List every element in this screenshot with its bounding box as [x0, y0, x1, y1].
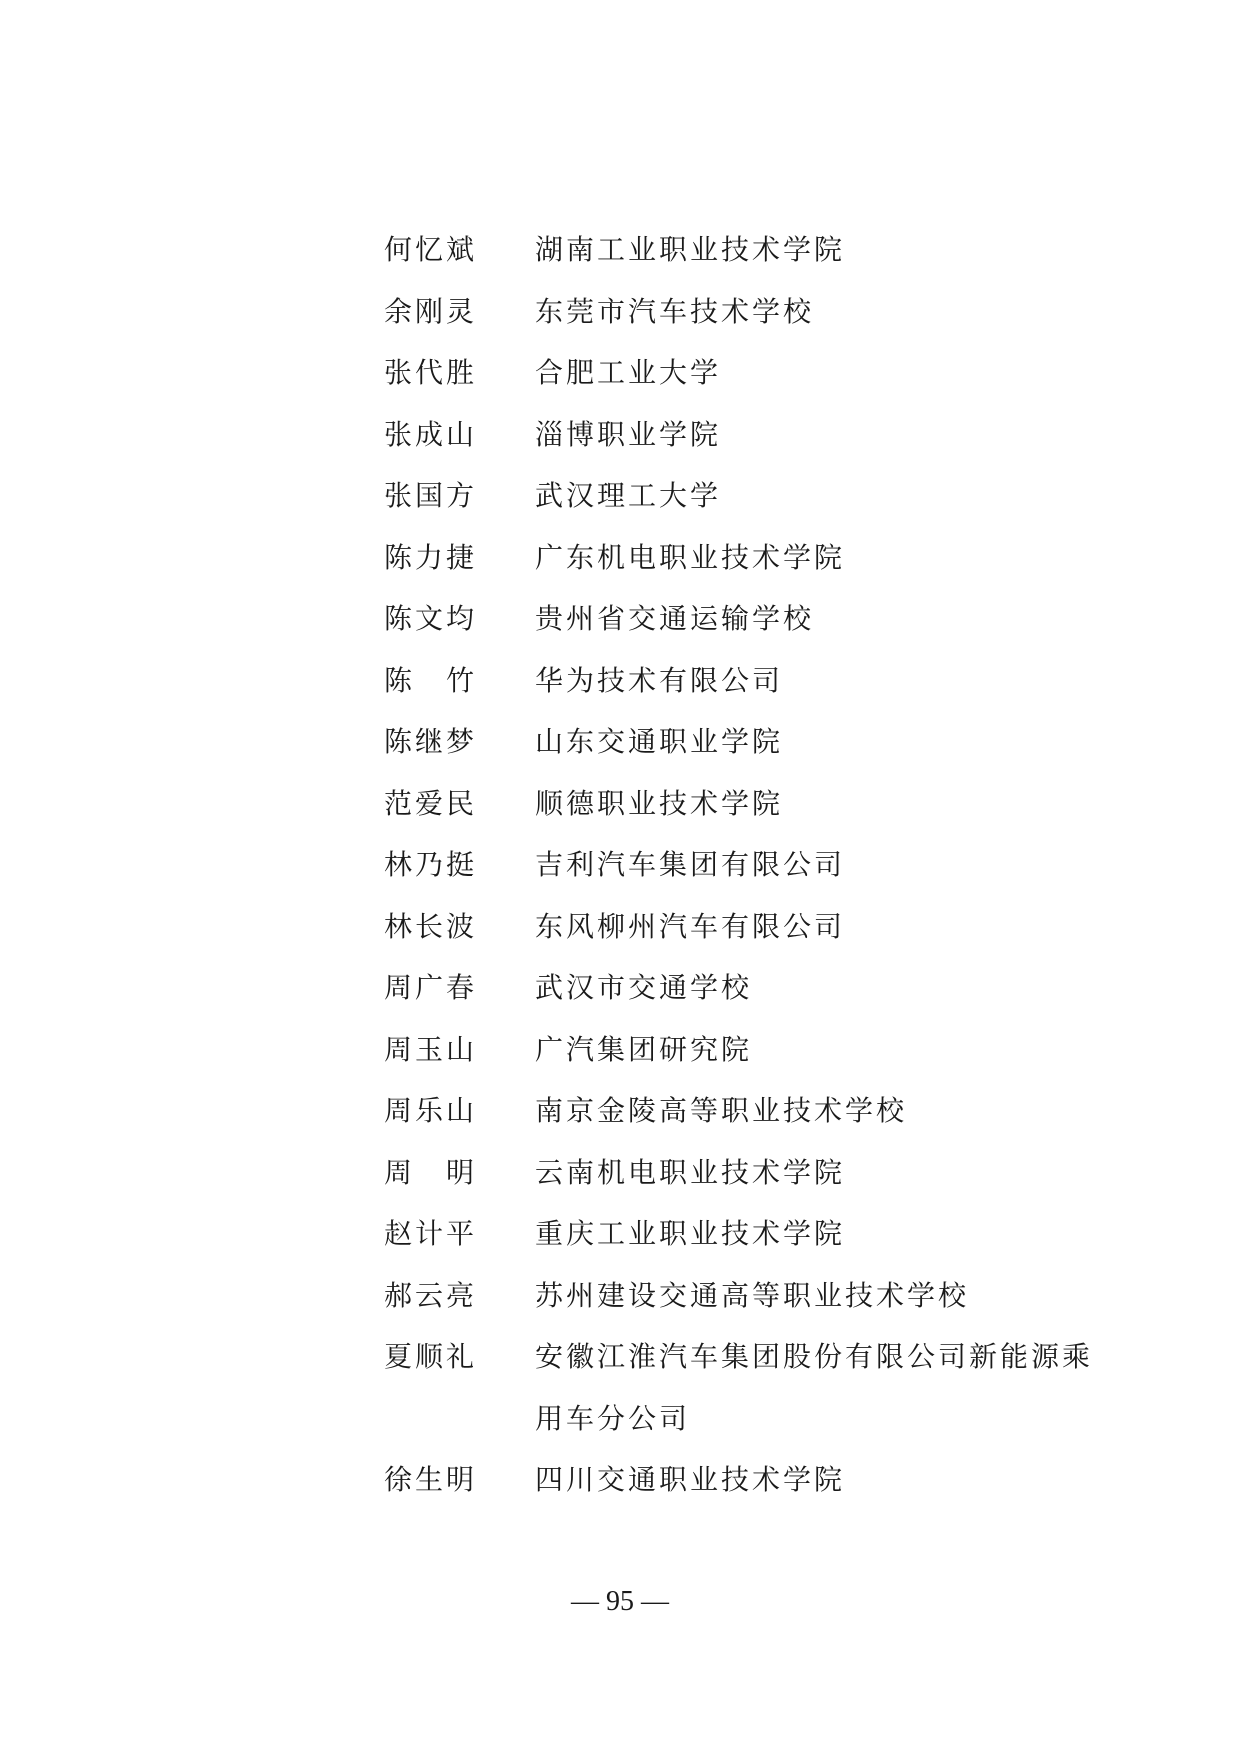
page-number: — 95 —: [571, 1586, 669, 1617]
person-name: 陈文均: [384, 602, 478, 635]
list-item: [0, 834, 1240, 896]
list-item: [0, 1080, 1240, 1142]
organization-name: 湖南工业职业技术学院: [535, 233, 846, 266]
person-name: 余刚灵: [384, 294, 478, 328]
list-item: [0, 219, 1240, 281]
list-item: [0, 281, 1240, 343]
organization-name: 武汉市交通学校: [535, 971, 753, 1004]
list-item: [0, 1019, 1240, 1081]
person-name: 徐生明: [384, 1463, 478, 1496]
organization-name: 山东交通职业学院: [535, 725, 784, 758]
organization-name: 苏州建设交通高等职业技术学校: [535, 1278, 970, 1312]
organization-name: 安徽江淮汽车集团股份有限公司新能源乘用车分公司: [535, 1340, 1094, 1435]
list-item: [0, 773, 1240, 835]
person-name: 周乐山: [384, 1094, 478, 1127]
organization-name: 吉利汽车集团有限公司: [535, 848, 846, 881]
organization-name: 南京金陵高等职业技术学校: [535, 1094, 908, 1127]
person-name: 陈力捷: [384, 540, 478, 574]
person-name: 张国方: [384, 479, 478, 512]
organization-name: 广汽集团研究院: [535, 1032, 753, 1066]
person-name: 陈 竹: [384, 663, 478, 697]
organization-name: 合肥工业大学: [535, 356, 722, 389]
list-item: [0, 342, 1240, 404]
person-name: 林长波: [384, 909, 478, 943]
list-item: [0, 957, 1240, 1019]
member-list: [0, 219, 1240, 1511]
person-name: 何忆斌: [384, 233, 478, 266]
person-name: 赵计平: [384, 1217, 478, 1250]
person-name: 陈继梦: [384, 725, 478, 758]
person-name: 郝云亮: [384, 1278, 478, 1312]
list-item: [0, 404, 1240, 466]
organization-name: 东莞市汽车技术学校: [535, 294, 815, 328]
person-name: 周玉山: [384, 1032, 478, 1066]
list-item: [0, 1203, 1240, 1265]
person-name: 范爱民: [384, 786, 478, 820]
list-item: [0, 1142, 1240, 1204]
list-item: [0, 650, 1240, 712]
list-item: [0, 1265, 1240, 1327]
organization-name: 顺德职业技术学院: [535, 786, 784, 820]
organization-name: 贵州省交通运输学校: [535, 602, 815, 635]
list-item: [0, 465, 1240, 527]
person-name: 张成山: [384, 417, 478, 451]
organization-name: 四川交通职业技术学院: [535, 1463, 846, 1496]
person-name: 张代胜: [384, 356, 478, 389]
person-name: 夏顺礼: [384, 1340, 478, 1373]
organization-name: 淄博职业学院: [535, 417, 722, 451]
person-name: 林乃挺: [384, 848, 478, 881]
list-item: [0, 1326, 1240, 1449]
organization-name: 重庆工业职业技术学院: [535, 1217, 846, 1250]
person-name: 周 明: [384, 1155, 478, 1189]
organization-name: 广东机电职业技术学院: [535, 540, 846, 574]
person-name: 周广春: [384, 971, 478, 1004]
list-item: [0, 527, 1240, 589]
organization-name: 华为技术有限公司: [535, 663, 784, 697]
organization-name: 武汉理工大学: [535, 479, 722, 512]
organization-name: 东风柳州汽车有限公司: [535, 909, 846, 943]
organization-name: 云南机电职业技术学院: [535, 1155, 846, 1189]
list-item: [0, 588, 1240, 650]
list-item: [0, 711, 1240, 773]
list-item: [0, 896, 1240, 958]
list-item: [0, 1449, 1240, 1511]
